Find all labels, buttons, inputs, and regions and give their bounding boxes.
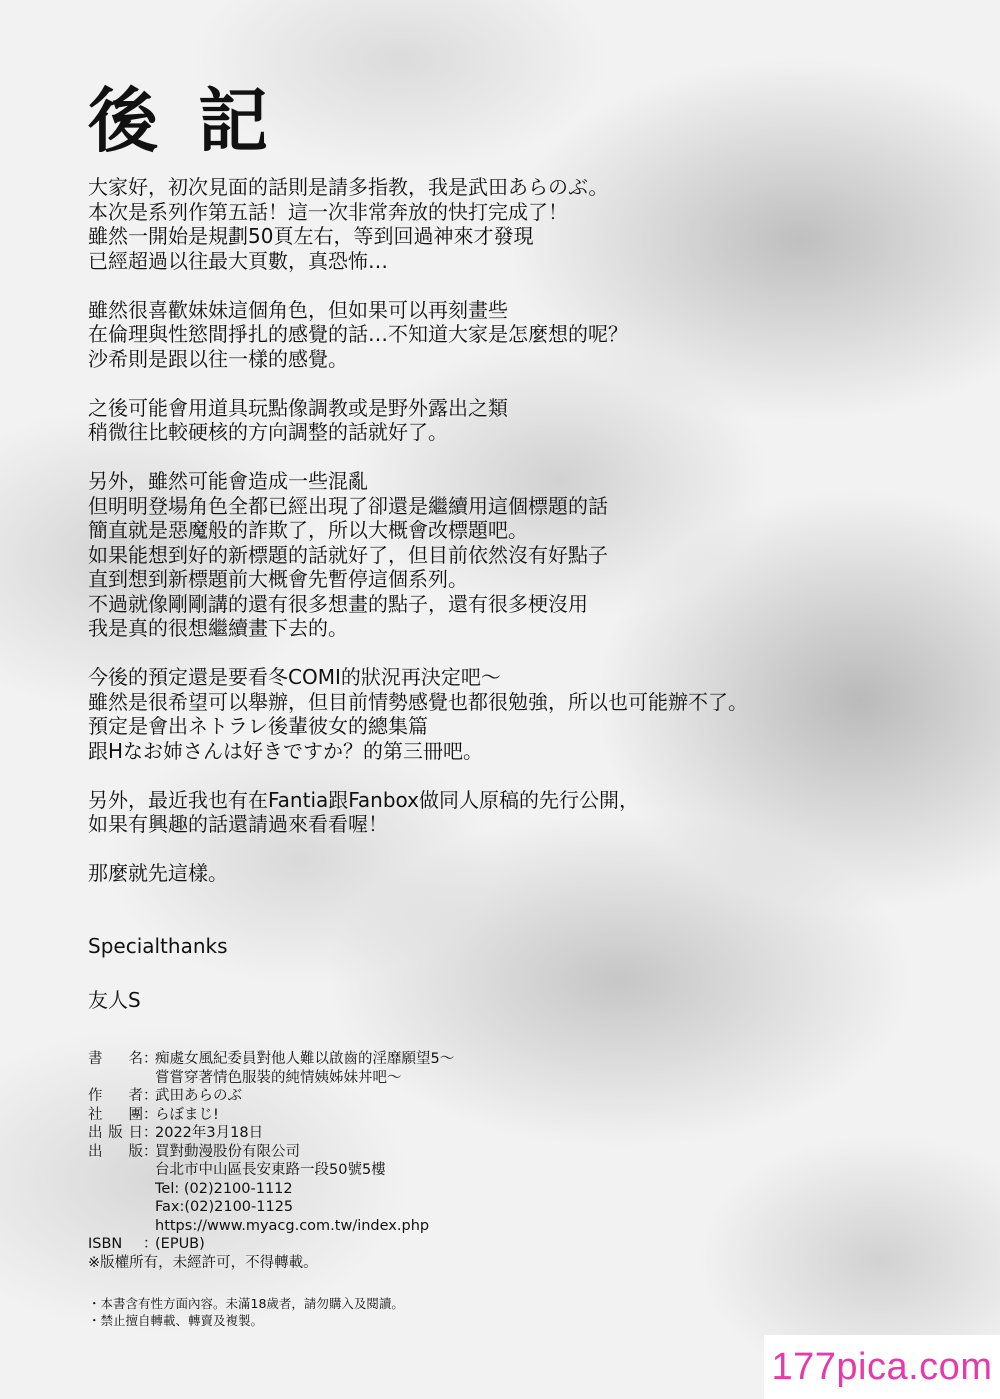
colophon-row-author xyxy=(88,1087,788,1106)
paragraph xyxy=(88,469,748,641)
colophon-separator: ： xyxy=(143,1051,158,1067)
colophon-row-isbn xyxy=(88,1235,788,1254)
colophon-label: 出版日 xyxy=(88,1125,143,1141)
colophon-separator: ： xyxy=(143,1236,158,1252)
text-line: 直到想到新標題前大概會先暫停這個系列。 xyxy=(88,567,468,591)
colophon-row-publisher xyxy=(88,1143,788,1162)
publisher-url: https://www.myacg.com.tw/index.php xyxy=(155,1217,430,1234)
special-thanks-heading: Specialthanks xyxy=(88,934,228,958)
text-line: 雖然是很希望可以舉辦，但目前情勢感覺也都很勉強，所以也可能辦不了。 xyxy=(88,689,748,714)
text-line: 另外，最近我也有在Fantia跟Fanbox做同人原稿的先行公開， xyxy=(88,787,640,812)
notice-line: ・本書含有性方面內容。未滿18歲者，請勿購入及閱讀。 xyxy=(88,1296,404,1311)
colophon-row-date xyxy=(88,1124,788,1143)
publisher-fax: Fax:(02)2100-1125 xyxy=(155,1199,294,1215)
colophon-label: ISBN xyxy=(88,1236,123,1252)
text-line: 已經超過以往最大頁數，真恐怖… xyxy=(88,248,388,273)
author-name: 武田あらのぶ xyxy=(155,1088,242,1104)
notice-line: ・禁止擅自轉載、轉賣及複製。 xyxy=(88,1312,264,1328)
circle-name: らぼまじ! xyxy=(155,1106,219,1123)
paragraph xyxy=(88,788,748,837)
colophon-separator: ： xyxy=(143,1125,158,1141)
colophon-label: 出版 xyxy=(88,1143,143,1160)
text-line: 另外，雖然可能會造成一些混亂 xyxy=(88,469,368,493)
colophon-row-title xyxy=(88,1050,788,1069)
colophon-row-circle xyxy=(88,1106,788,1125)
watermark-text: 177pica.com xyxy=(771,1345,993,1388)
isbn-value: (EPUB) xyxy=(155,1236,205,1252)
paragraph xyxy=(88,175,748,273)
publisher-name: 買對動漫股份有限公司 xyxy=(155,1143,300,1160)
colophon-separator: ： xyxy=(143,1106,158,1123)
paragraph xyxy=(88,861,748,886)
page-title: 後記 xyxy=(88,80,308,162)
colophon-separator: ： xyxy=(143,1143,158,1160)
text-line: 不過就像剛剛講的還有很多想畫的點子，還有很多梗沒用 xyxy=(88,591,588,616)
colophon xyxy=(88,1050,788,1272)
book-title: 痴處女風紀委員對他人難以啟齒的淫靡願望5～ xyxy=(155,1051,455,1067)
text-line: 在倫理與性慾間掙扎的感覺的話…不知道大家是怎麼想的呢？ xyxy=(88,322,628,346)
text-line: 沙希則是跟以往一樣的感覺。 xyxy=(88,346,348,371)
paragraph xyxy=(88,298,748,372)
watermark-box xyxy=(764,1335,1000,1399)
publish-date: 2022年3月18日 xyxy=(155,1125,264,1141)
text-line: 但明明登場角色全都已經出現了卻還是繼續用這個標題的話 xyxy=(88,493,608,518)
text-line: 大家好，初次見面的話則是請多指教，我是武田あらのぶ。 xyxy=(88,175,609,199)
text-line: 那麼就先這樣。 xyxy=(88,861,228,885)
text-line: 簡直就是惡魔般的詐欺了，所以大概會改標題吧。 xyxy=(88,518,528,542)
text-line: 如果能想到好的新標題的話就好了，但目前依然沒有好點子 xyxy=(88,542,608,567)
text-line: 雖然很喜歡妹妹這個角色，但如果可以再刻畫些 xyxy=(88,297,508,322)
text-line: 預定是會出ネトラレ後輩彼女的總集篇 xyxy=(88,714,428,738)
special-thanks-name: 友人S xyxy=(88,988,141,1012)
text-line: 跟Hなお姉さんは好きですか？的第三冊吧。 xyxy=(88,738,484,763)
notices xyxy=(88,1296,404,1329)
afterword-body xyxy=(88,175,748,910)
text-line: 之後可能會用道具玩點像調教或是野外露出之類 xyxy=(88,395,508,420)
colophon-label: 作者 xyxy=(88,1088,143,1104)
text-line: 今後的預定還是要看冬COMI的狀況再決定吧～ xyxy=(88,665,501,689)
book-subtitle: 嘗嘗穿著情色服裝的純情姨姊妹丼吧～ xyxy=(155,1069,402,1086)
paragraph xyxy=(88,396,748,445)
text-line: 稍微往比較硬核的方向調整的話就好了。 xyxy=(88,420,448,444)
text-line: 我是真的很想繼續畫下去的。 xyxy=(88,616,348,640)
text-line: 雖然一開始是規劃50頁左右，等到回過神來才發現 xyxy=(88,224,534,248)
paragraph xyxy=(88,665,748,763)
colophon-label: 社團 xyxy=(88,1106,143,1123)
copyright-note: ※版權所有，未經許可，不得轉載。 xyxy=(88,1254,318,1271)
publisher-tel: Tel: (02)2100-1112 xyxy=(155,1180,293,1197)
publisher-address: 台北市中山區長安東路一段50號5樓 xyxy=(155,1162,386,1178)
colophon-label: 書名 xyxy=(88,1051,143,1067)
text-line: 本次是系列作第五話！這一次非常奔放的快打完成了！ xyxy=(88,199,568,224)
colophon-separator: ： xyxy=(143,1088,158,1104)
text-line: 如果有興趣的話還請過來看看喔！ xyxy=(88,812,388,836)
